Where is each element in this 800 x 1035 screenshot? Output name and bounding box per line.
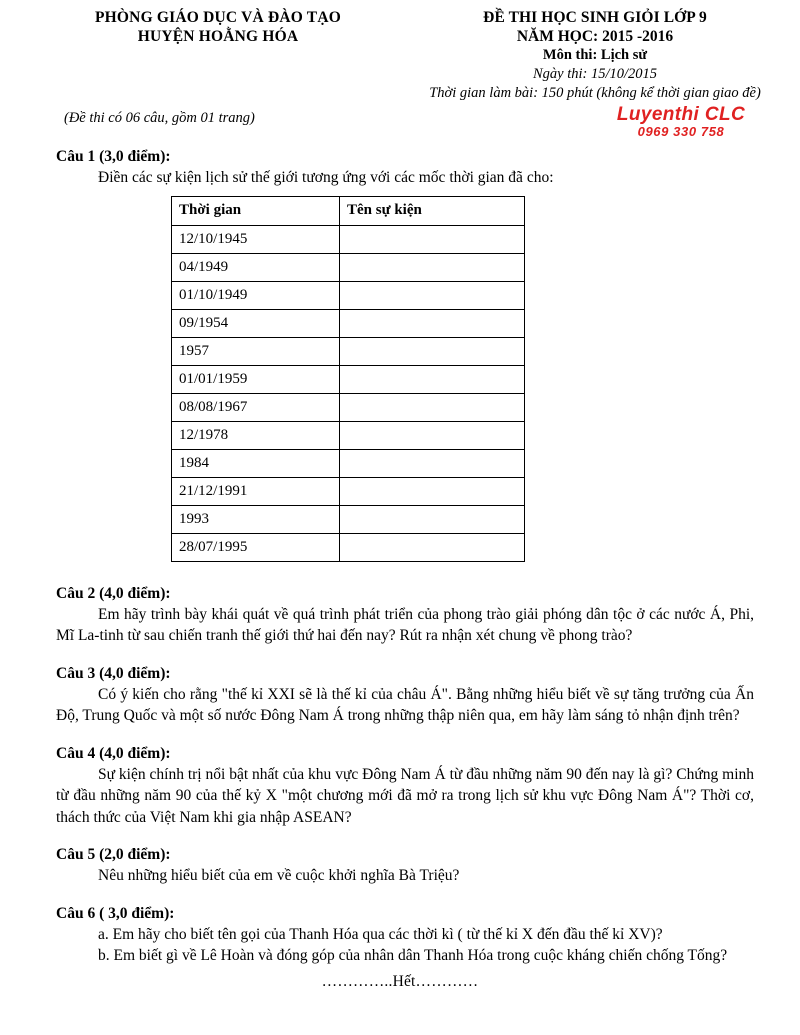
exam-title-block	[390, 8, 800, 103]
question-4-prompt: Sự kiện chính trị nổi bật nhất của khu vực Đông Nam Á từ đầu những năm 90 đến nay là gì? Chứng minh từ đầu những năm 90 của thế kỷ X "một chương mới đã mở ra trong lịch sử khu vực Đông Nam Á"? Thời cơ, thách thức của Việt Nam khi gia nhập ASEAN?	[56, 765, 754, 826]
question-4-title: Câu 4 (4,0 điểm):	[56, 744, 171, 762]
logo-brand-name: Luyenthi CLC	[616, 104, 746, 125]
cell-time: 1957	[172, 337, 340, 365]
table-row	[172, 253, 525, 281]
table-row	[172, 337, 525, 365]
table-row	[172, 309, 525, 337]
column-header-time: Thời gian	[172, 196, 340, 225]
cell-time: 1984	[172, 449, 340, 477]
document-header	[0, 0, 800, 105]
cell-event[interactable]	[340, 365, 525, 393]
table-row	[172, 393, 525, 421]
school-year: NĂM HỌC: 2015 -2016	[516, 28, 674, 45]
department-name: PHÒNG GIÁO DỤC VÀ ĐÀO TẠO	[95, 9, 341, 26]
cell-time: 1993	[172, 505, 340, 533]
question-1	[56, 147, 754, 189]
table-header-row	[172, 196, 525, 225]
table-row	[172, 533, 525, 561]
cell-time: 01/01/1959	[172, 365, 340, 393]
cell-event[interactable]	[340, 449, 525, 477]
exam-title: ĐỀ THI HỌC SINH GIỎI LỚP 9	[483, 9, 707, 26]
question-3	[56, 664, 754, 727]
table-row	[172, 421, 525, 449]
cell-time: 28/07/1995	[172, 533, 340, 561]
cell-event[interactable]	[340, 225, 525, 253]
question-5-prompt: Nêu những hiểu biết của em về cuộc khởi nghĩa Bà Triệu?	[98, 867, 460, 884]
document-end-marker: …………..Hết…………	[321, 972, 479, 990]
question-6-sub-a: a. Em hãy cho biết tên gọi của Thanh Hóa qua các thời kì ( từ thế kỉ X đến đầu thế kỉ XV)?	[98, 925, 663, 943]
events-table	[171, 196, 525, 562]
logo-phone-number: 0969 330 758	[637, 124, 725, 139]
cell-event[interactable]	[340, 533, 525, 561]
cell-time: 04/1949	[172, 253, 340, 281]
question-1-prompt: Điền các sự kiện lịch sử thế giới tương ứng với các mốc thời gian đã cho:	[98, 169, 554, 186]
cell-event[interactable]	[340, 393, 525, 421]
table-row	[172, 505, 525, 533]
cell-event[interactable]	[340, 477, 525, 505]
cell-time: 08/08/1967	[172, 393, 340, 421]
cell-time: 12/10/1945	[172, 225, 340, 253]
question-3-title: Câu 3 (4,0 điểm):	[56, 664, 171, 682]
question-5-title: Câu 5 (2,0 điểm):	[56, 846, 171, 863]
luyenthi-clc-logo	[596, 105, 766, 139]
district-name: HUYỆN HOẰNG HÓA	[137, 28, 299, 45]
question-6-sub-b: b. Em biết gì về Lê Hoàn và đóng góp của nhân dân Thanh Hóa trong cuộc kháng chiến chống Tống?	[98, 947, 728, 964]
exam-duration: Thời gian làm bài: 150 phút (không kể thời gian giao đề)	[429, 85, 761, 101]
question-2-prompt: Em hãy trình bày khái quát về quá trình phát triển của phong trào giải phóng dân tộc ở các nước Á, Phi, Mĩ La-tinh từ sau chiến tranh thế giới thứ hai đến nay? Rút ra nhận xét chung về phong trào?	[56, 605, 754, 644]
question-6	[56, 904, 754, 967]
question-2-title: Câu 2 (4,0 điểm):	[56, 584, 171, 602]
cell-time: 12/1978	[172, 421, 340, 449]
cell-event[interactable]	[340, 281, 525, 309]
issuing-authority	[48, 8, 388, 46]
cell-time: 21/12/1991	[172, 477, 340, 505]
cell-time: 01/10/1949	[172, 281, 340, 309]
exam-content	[0, 147, 800, 991]
events-table-wrapper	[56, 196, 754, 562]
table-row	[172, 365, 525, 393]
table-row	[172, 281, 525, 309]
question-3-prompt: Có ý kiến cho rằng "thế kỉ XXI sẽ là thế kỉ của châu Á". Bằng những hiểu biết về sự tăng trưởng của Ấn Độ, Trung Quốc và một số nước Đông Nam Á trong những thập niên qua, em hãy làm sáng tỏ nhận định trên?	[56, 685, 754, 724]
column-header-event: Tên sự kiện	[340, 196, 525, 225]
cell-time: 09/1954	[172, 309, 340, 337]
cell-event[interactable]	[340, 337, 525, 365]
note-and-logo-row	[0, 105, 800, 147]
question-6-title: Câu 6 ( 3,0 điểm):	[56, 904, 175, 922]
exam-date: Ngày thi: 15/10/2015	[532, 66, 658, 82]
cell-event[interactable]	[340, 421, 525, 449]
cell-event[interactable]	[340, 309, 525, 337]
table-row	[172, 225, 525, 253]
exam-subject: Môn thi: Lịch sử	[542, 47, 648, 63]
cell-event[interactable]	[340, 505, 525, 533]
table-row	[172, 477, 525, 505]
exam-note: (Đề thi có 06 câu, gồm 01 trang)	[64, 110, 255, 126]
question-5	[56, 845, 754, 887]
cell-event[interactable]	[340, 253, 525, 281]
question-4	[56, 744, 754, 829]
question-2	[56, 584, 754, 647]
table-row	[172, 449, 525, 477]
question-1-title: Câu 1 (3,0 điểm):	[56, 148, 171, 165]
